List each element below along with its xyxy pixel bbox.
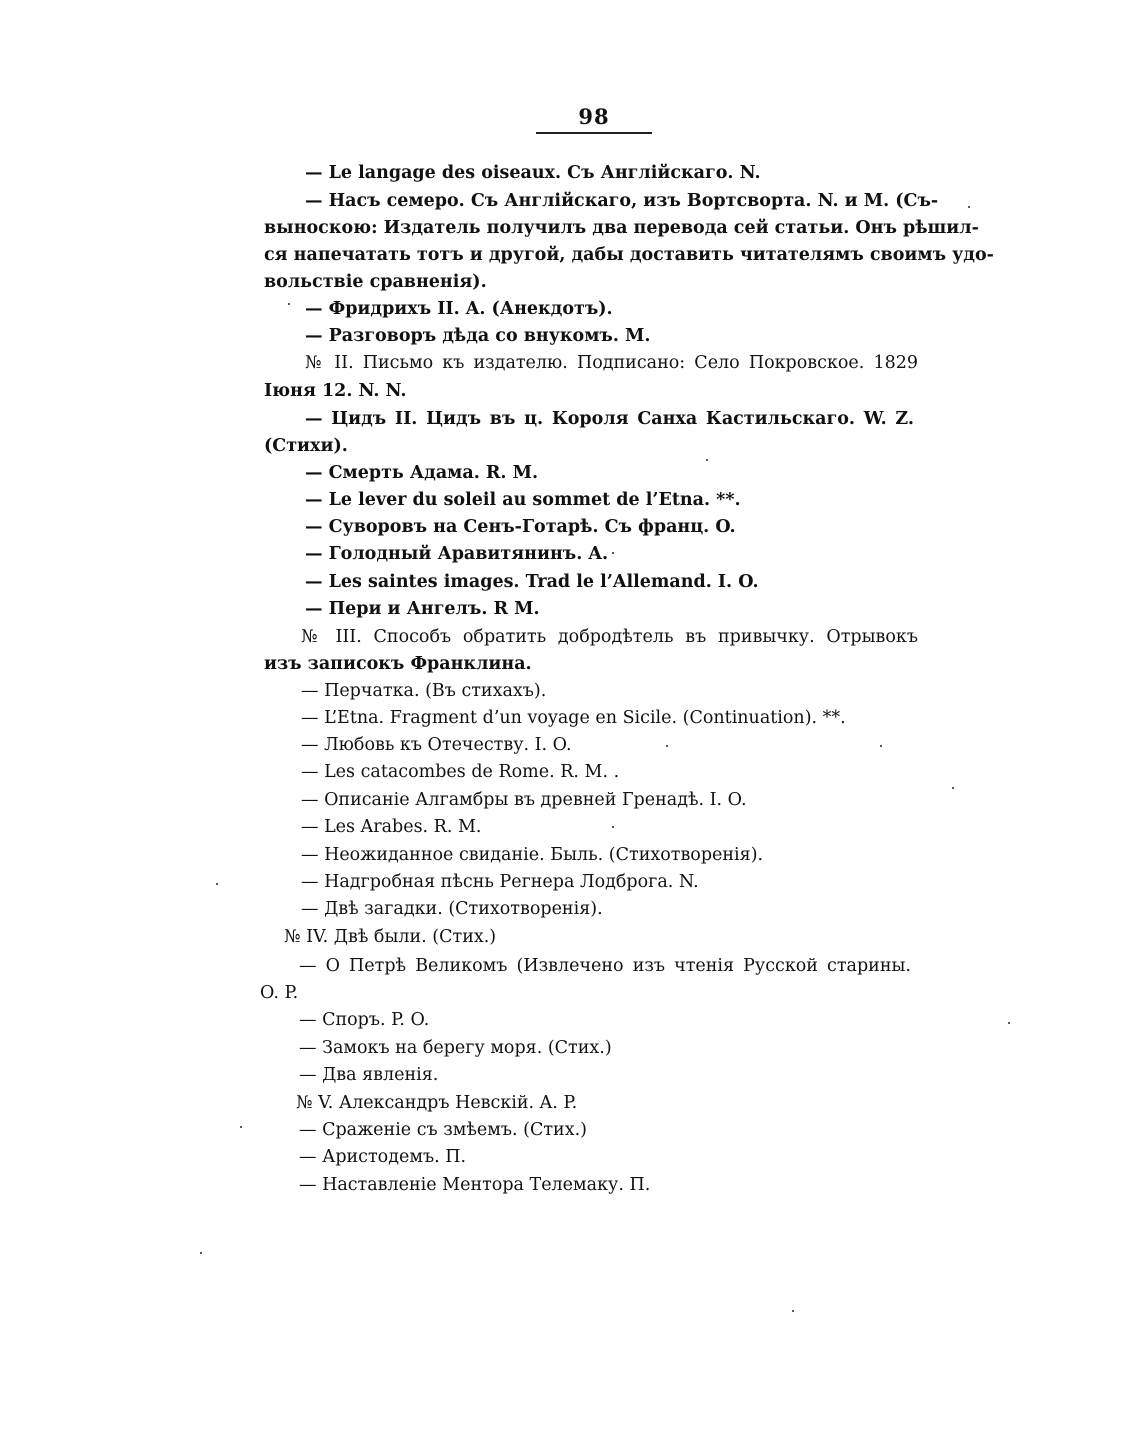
scan-speck <box>952 787 954 789</box>
text-line: — Пери и Ангелъ. R M. <box>305 599 540 619</box>
text-line: — Le lever du soleil au sommet de l’Etna. **. <box>305 490 741 510</box>
text-line: № V. Александръ Невскій. A. P. <box>296 1093 578 1113</box>
text-line: — Голодный Аравитянинъ. A. <box>305 544 609 564</box>
text-line: — Суворовъ на Сенъ-Готарѣ. Съ франц. O. <box>305 517 736 537</box>
scan-speck <box>200 1252 202 1254</box>
text-line: № III. Способъ обратить добродѣтель въ привычку. Отрывокъ <box>301 627 918 647</box>
text-line: — Два явленія. <box>299 1065 439 1085</box>
page-number: 98 <box>578 104 610 129</box>
text-line: вольствіе сравненія). <box>264 272 487 292</box>
scan-speck <box>880 745 882 747</box>
text-line: — Двѣ загадки. (Стихотворенія). <box>301 899 603 919</box>
text-line: — Описаніе Алгамбры въ древней Гренадѣ. I. O. <box>301 790 747 810</box>
text-line: — Смерть Адама. R. M. <box>305 463 539 483</box>
text-line: — Les catacombes de Rome. R. M. . <box>301 762 620 782</box>
text-line: — Неожиданное свиданіе. Быль. (Стихотворенія). <box>301 845 764 865</box>
text-line: выноскою: Издатель получилъ два перевода сей статьи. Онъ рѣшил- <box>264 218 979 238</box>
page-number-rule <box>536 132 652 134</box>
text-line: — Перчатка. (Въ стихахъ). <box>301 681 547 701</box>
scan-speck <box>706 459 708 461</box>
text-line: № IV. Двѣ были. (Стих.) <box>284 927 497 947</box>
scan-speck <box>240 1126 242 1128</box>
scan-speck <box>612 826 614 828</box>
text-line: — Разговоръ дѣда со внукомъ. M. <box>305 326 651 346</box>
text-line: — Les Arabes. R. M. <box>301 817 482 837</box>
text-line: изъ записокъ Франклина. <box>264 654 532 674</box>
scan-speck <box>1008 1022 1010 1024</box>
text-line: — Le langage des oiseaux. Съ Англійскаго. N. <box>305 163 761 183</box>
text-line: — Фридрихъ II. A. (Анекдотъ). <box>305 299 613 319</box>
text-line: — Замокъ на берегу моря. (Стих.) <box>299 1038 612 1058</box>
text-line: — Наставленіе Ментора Телемаку. П. <box>299 1175 651 1195</box>
text-line: Іюня 12. N. N. <box>264 381 407 401</box>
text-line: (Стихи). <box>264 436 348 456</box>
scan-speck <box>792 1310 794 1312</box>
scan-speck <box>612 552 614 554</box>
text-line: — Споръ. P. O. <box>299 1010 430 1030</box>
text-line: — Аристодемъ. П. <box>299 1147 467 1167</box>
text-line: — О Петрѣ Великомъ (Извлечено изъ чтенія Русской старины. <box>299 956 911 976</box>
text-line: — Надгробная пѣснь Регнера Лодброга. N. <box>301 872 699 892</box>
text-line: ся напечатать тотъ и другой, дабы доставить читателямъ своимъ удо- <box>264 245 994 265</box>
text-line: — Цидъ II. Цидъ въ ц. Короля Санха Кастильскаго. W. Z. <box>305 409 914 429</box>
text-line: — L’Etna. Fragment d’un voyage en Sicile. (Continuation). **. <box>301 708 846 728</box>
scan-speck <box>288 303 290 305</box>
text-line: — Насъ семеро. Съ Англійскаго, изъ Вортсворта. N. и M. (Съ- <box>305 191 939 211</box>
text-line: — Сраженіе съ змѣемъ. (Стих.) <box>299 1120 587 1140</box>
text-line: O. P. <box>260 983 299 1003</box>
scan-speck <box>968 206 970 208</box>
scan-speck <box>666 745 668 747</box>
text-line: — Любовь къ Отечеству. I. O. <box>301 735 572 755</box>
scan-speck <box>216 883 218 885</box>
text-line: № II. Письмо къ издателю. Подписано: Село Покровское. 1829 <box>305 353 918 373</box>
text-line: — Les saintes images. Trad le l’Allemand. I. O. <box>305 572 759 592</box>
